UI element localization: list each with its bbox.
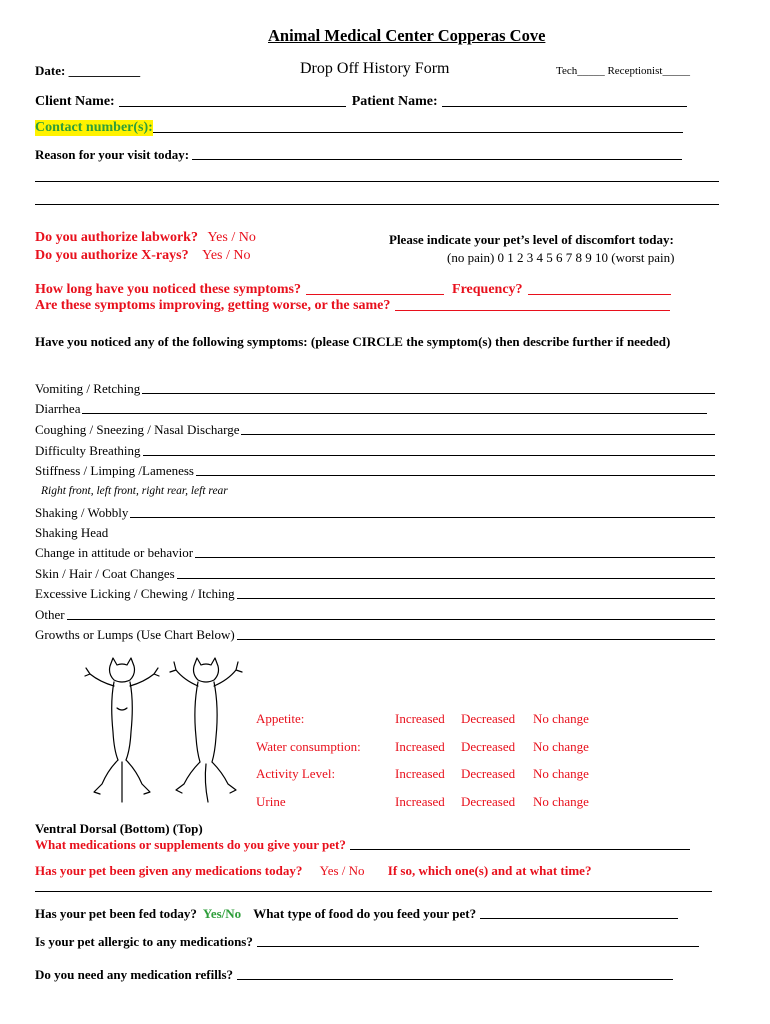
change-label-water: Water consumption: xyxy=(256,739,361,754)
patient-name-label: Patient Name: xyxy=(351,94,438,109)
client-name-label: Client Name: xyxy=(35,94,115,109)
symptom-row[interactable] xyxy=(35,586,715,602)
symptom-row[interactable] xyxy=(35,505,715,521)
change-label-appetite: Appetite: xyxy=(256,711,305,726)
symptom-line[interactable] xyxy=(195,557,715,558)
symptom-line[interactable] xyxy=(177,578,715,579)
patient-name-field[interactable] xyxy=(442,106,687,107)
option-increased[interactable]: Increased xyxy=(395,711,445,726)
discomfort-question: Please indicate your pet’s level of discomfort today: xyxy=(389,232,674,247)
symptom-row[interactable] xyxy=(35,381,715,397)
symptom-line[interactable] xyxy=(143,455,715,456)
ventral-dog-outline[interactable] xyxy=(85,658,159,802)
symptom-label: Vomiting / Retching xyxy=(35,381,141,396)
contact-field[interactable] xyxy=(153,132,683,133)
reason-row[interactable] xyxy=(35,147,682,163)
symptom-row[interactable] xyxy=(35,422,715,438)
symptom-row[interactable] xyxy=(35,545,715,561)
symptom-label: Stiffness / Limping /Lameness xyxy=(35,463,194,478)
symptom-line[interactable] xyxy=(196,475,715,476)
contact-row[interactable] xyxy=(35,120,683,136)
symptom-label: Shaking Head xyxy=(35,525,109,540)
meds-today-options[interactable]: Yes / No xyxy=(319,863,365,878)
labwork-question: Do you authorize labwork? xyxy=(35,230,198,245)
symptom-line[interactable] xyxy=(67,619,715,620)
reason-field[interactable] xyxy=(192,159,682,160)
how-long-field[interactable] xyxy=(306,294,444,295)
option-increased[interactable]: Increased xyxy=(395,766,445,781)
option-decreased[interactable]: Decreased xyxy=(461,766,516,781)
refills-field[interactable] xyxy=(237,979,673,980)
contact-label: Contact number(s): xyxy=(35,120,153,135)
symptom-row[interactable] xyxy=(35,401,707,417)
symptom-label: Change in attitude or behavior xyxy=(35,545,194,560)
client-name-row[interactable] xyxy=(35,94,687,110)
symptom-line[interactable] xyxy=(142,393,715,394)
labwork-options[interactable]: Yes / No xyxy=(207,230,256,245)
symptom-label: Skin / Hair / Coat Changes xyxy=(35,566,175,581)
how-long-row[interactable] xyxy=(35,282,671,298)
option-no-change[interactable]: No change xyxy=(533,766,589,781)
body-chart[interactable] xyxy=(80,652,250,808)
symptom-label: Other xyxy=(35,607,65,622)
fed-row[interactable] xyxy=(35,906,678,922)
option-no-change[interactable]: No change xyxy=(533,739,589,754)
symptom-line[interactable] xyxy=(237,598,715,599)
change-label-urine: Urine xyxy=(256,794,286,809)
symptom-line[interactable] xyxy=(241,434,715,435)
symptom-label: Difficulty Breathing xyxy=(35,443,141,458)
symptom-label: Diarrhea xyxy=(35,401,81,416)
labwork-row xyxy=(35,230,256,246)
food-field[interactable] xyxy=(480,918,678,919)
which-meds-line[interactable] xyxy=(35,891,712,892)
reason-line-3[interactable] xyxy=(35,204,719,205)
symptom-row[interactable] xyxy=(35,443,715,459)
dorsal-dog-outline[interactable] xyxy=(170,658,242,802)
food-question: What type of food do you feed your pet? xyxy=(253,906,477,921)
meds-question: What medications or supplements do you give your pet? xyxy=(35,837,346,852)
change-label-activity: Activity Level: xyxy=(256,766,336,781)
xray-row xyxy=(35,248,250,264)
symptom-row[interactable] xyxy=(35,463,715,479)
symptom-line[interactable] xyxy=(237,639,715,640)
symptom-row[interactable] xyxy=(35,566,715,582)
option-decreased[interactable]: Decreased xyxy=(461,711,516,726)
meds-today-question: Has your pet been given any medications today? xyxy=(35,863,303,878)
refills-question: Do you need any medication refills? xyxy=(35,967,234,982)
symptom-row[interactable] xyxy=(35,627,715,643)
form-name: Drop Off History Form xyxy=(300,60,450,77)
improving-field[interactable] xyxy=(395,310,670,311)
symptom-row[interactable] xyxy=(35,607,715,623)
refills-row[interactable] xyxy=(35,967,673,983)
symptom-line[interactable] xyxy=(82,413,707,414)
improving-question: Are these symptoms improving, getting worse, or the same? xyxy=(35,298,391,313)
fed-question: Has your pet been fed today? xyxy=(35,906,197,921)
option-no-change[interactable]: No change xyxy=(533,794,589,809)
which-meds-question: If so, which one(s) and at what time? xyxy=(387,863,592,878)
reason-line-2[interactable] xyxy=(35,181,719,182)
frequency-field[interactable] xyxy=(528,294,671,295)
symptoms-intro: Have you noticed any of the following symptoms: (please CIRCLE the symptom(s) then describe further if needed) xyxy=(35,334,671,349)
symptom-line[interactable] xyxy=(130,517,715,518)
option-increased[interactable]: Increased xyxy=(395,739,445,754)
discomfort-scale[interactable]: (no pain) 0 1 2 3 4 5 6 7 8 9 10 (worst pain) xyxy=(447,250,675,265)
meds-field[interactable] xyxy=(350,849,690,850)
symptom-label: Excessive Licking / Chewing / Itching xyxy=(35,586,235,601)
meds-row[interactable] xyxy=(35,837,690,853)
allergic-row[interactable] xyxy=(35,934,699,950)
allergic-question: Is your pet allergic to any medications? xyxy=(35,934,253,949)
option-decreased[interactable]: Decreased xyxy=(461,739,516,754)
symptom-label: Growths or Lumps (Use Chart Below) xyxy=(35,627,235,642)
client-name-field[interactable] xyxy=(119,106,346,107)
option-increased[interactable]: Increased xyxy=(395,794,445,809)
xray-options[interactable]: Yes / No xyxy=(202,248,251,263)
reason-label: Reason for your visit today: xyxy=(35,147,190,162)
symptom-label: Shaking / Wobbly xyxy=(35,505,129,520)
meds-today-row xyxy=(35,863,591,879)
date-field[interactable]: Date: ___________ xyxy=(35,63,141,78)
option-no-change[interactable]: No change xyxy=(533,711,589,726)
limb-note[interactable]: Right front, left front, right rear, left rear xyxy=(41,485,228,497)
improving-row[interactable] xyxy=(35,298,670,314)
chart-caption: Ventral Dorsal (Bottom) (Top) xyxy=(35,821,203,836)
clinic-title: Animal Medical Center Copperas Cove xyxy=(268,26,546,45)
how-long-question: How long have you noticed these symptoms? xyxy=(35,282,302,297)
allergic-field[interactable] xyxy=(257,946,699,947)
frequency-label: Frequency? xyxy=(452,282,523,297)
symptom-label: Coughing / Sneezing / Nasal Discharge xyxy=(35,422,240,437)
option-decreased[interactable]: Decreased xyxy=(461,794,516,809)
tech-receptionist-field[interactable]: Tech_____ Receptionist_____ xyxy=(556,65,690,77)
symptom-row[interactable] xyxy=(35,525,145,541)
xray-question: Do you authorize X-rays? xyxy=(35,248,189,263)
fed-options[interactable]: Yes/No xyxy=(202,906,242,921)
